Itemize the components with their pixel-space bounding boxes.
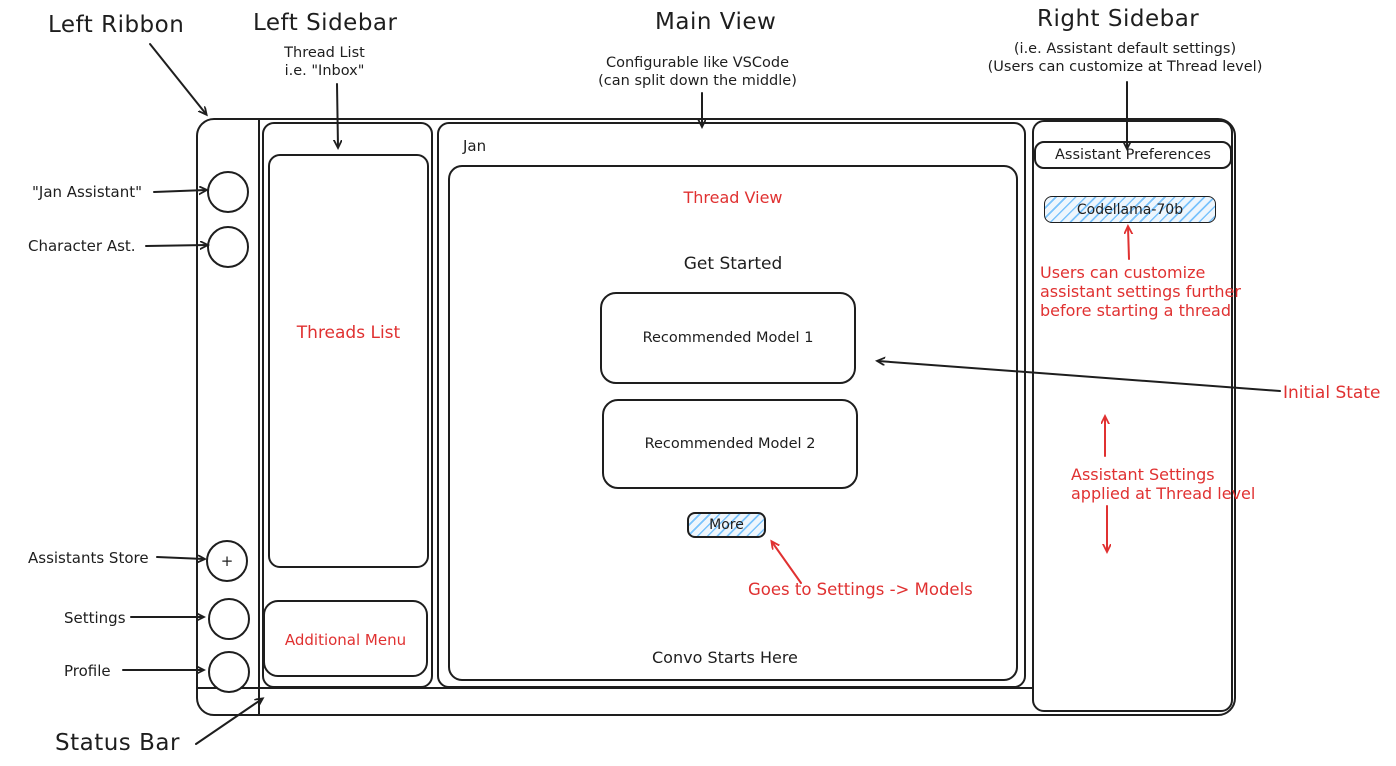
model-chip[interactable] [1044, 196, 1216, 223]
thread-settings-line2: applied at Thread level [1071, 484, 1256, 503]
profile-callout: Profile [64, 662, 111, 680]
profile-button[interactable] [208, 651, 250, 693]
plus-icon: + [220, 552, 234, 570]
customize-line1: Users can customize [1040, 263, 1206, 282]
left-sidebar-callout-sub2: i.e. "Inbox" [284, 63, 365, 79]
more-button-label: More [709, 517, 744, 533]
customize-line2: assistant settings further [1040, 282, 1241, 301]
goes-to-settings-annotation: Goes to Settings -> Models [748, 580, 973, 599]
window-title: Jan [463, 137, 487, 155]
initial-state-annotation: Initial State [1283, 383, 1381, 403]
customize-line3: before starting a thread [1040, 301, 1232, 320]
additional-menu-label: Additional Menu [284, 631, 407, 649]
character-assistant-button[interactable] [207, 226, 249, 268]
left-ribbon-arrow [150, 44, 206, 114]
jan-assistant-callout: "Jan Assistant" [32, 183, 143, 201]
customize-annotation [1040, 263, 1241, 320]
left-ribbon-panel [258, 120, 260, 714]
recommended-model-1-card[interactable] [600, 292, 856, 384]
recommended-model-2-card[interactable] [602, 399, 858, 489]
recommended-model-1-label: Recommended Model 1 [642, 330, 814, 346]
right-sidebar-callout-sub2: (Users can customize at Thread level) [987, 59, 1263, 75]
right-sidebar-callout-sub1: (i.e. Assistant default settings) [1013, 41, 1237, 57]
settings-callout: Settings [64, 609, 126, 627]
thread-settings-annotation [1071, 465, 1255, 503]
convo-starts-label: Convo Starts Here [652, 648, 798, 667]
more-button[interactable] [687, 512, 766, 538]
get-started-heading: Get Started [683, 254, 783, 274]
recommended-model-2-label: Recommended Model 2 [644, 436, 816, 452]
assistants-store-callout: Assistants Store [28, 549, 149, 567]
model-chip-label: Codellama-70b [1076, 201, 1184, 218]
character-ast-callout: Character Ast. [28, 237, 136, 255]
left-ribbon-callout: Left Ribbon [48, 12, 185, 38]
thread-settings-line1: Assistant Settings [1071, 465, 1215, 484]
thread-list-container[interactable] [268, 154, 429, 568]
settings-button[interactable] [208, 598, 250, 640]
status-bar-callout: Status Bar [55, 730, 180, 756]
right-sidebar-callout: Right Sidebar [1037, 6, 1200, 32]
assistant-preferences-label: Assistant Preferences [1055, 147, 1211, 163]
main-view-callout: Main View [655, 9, 777, 35]
jan-assistant-button[interactable] [207, 171, 249, 213]
main-view-callout-sub2: (can split down the middle) [598, 73, 797, 89]
threads-list-label: Threads List [296, 323, 401, 343]
left-sidebar-callout: Left Sidebar [253, 10, 398, 36]
main-view-callout-sub1: Configurable like VSCode [605, 55, 790, 71]
assistant-preferences-header [1034, 141, 1232, 169]
assistants-store-button[interactable] [206, 540, 248, 582]
thread-view-label: Thread View [683, 188, 783, 207]
left-sidebar-callout-sub1: Thread List [284, 45, 365, 61]
